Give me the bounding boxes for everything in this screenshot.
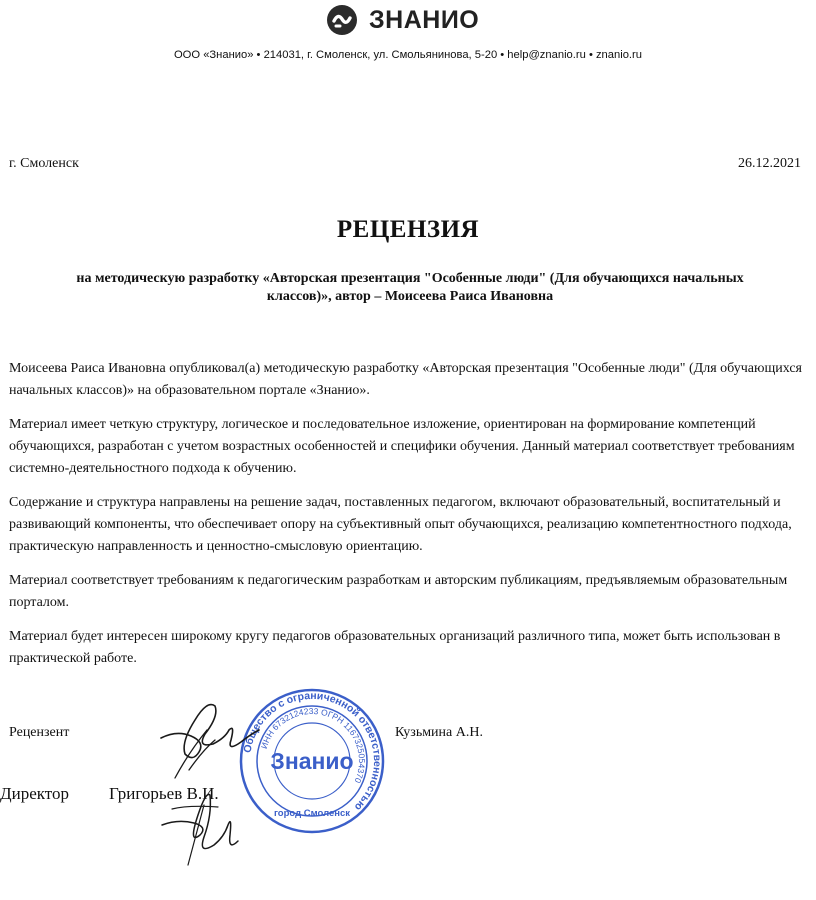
logo-text: ЗНАНИО — [369, 5, 480, 34]
director-label: Директор — [0, 784, 69, 803]
stamp-center-text: Знанио — [270, 748, 354, 774]
contact-line: ООО «Знанио» • 214031, г. Смоленск, ул. Смольянинова, 5-20 • help@znanio.ru • znanio.ru — [173, 49, 642, 61]
body-paragraph: Содержание и структура направлены на решение задач, поставленных педагогом, включают образовательный, воспитательный и развивающий компоненты, что обеспечивает опору на субъективный опыт обучающихся, реализацию компетентностного подхода, практическую направленность и ценностно-смысловую ориентацию. — [9, 495, 792, 554]
body-paragraph: Материал соответствует требованиям к педагогическим разработкам и авторским публикациям, предъявляемым образовательным порталом. — [9, 573, 788, 610]
director-signature — [158, 775, 243, 870]
body-paragraph: Материал будет интересен широкому кругу педагогов образовательных организаций различного типа, может быть использован в практической работе. — [9, 629, 781, 666]
reviewer-name: Кузьмина А.Н. — [395, 725, 483, 740]
document-subtitle: на методическую разработку «Авторская презентация "Особенные люди" (Для обучающихся начальных классов)», автор – Моисеева Раиса Ивановна — [76, 271, 744, 304]
city: г. Смоленск — [9, 156, 79, 171]
body-paragraph: Материал имеет четкую структуру, логическое и последовательное изложение, ориентирован на формирование компетенций обучающихся, разработан с учетом возрастных особенностей и специфики обучения. Данный материал соответствует требованиям системно-деятельностного подхода к обучению. — [9, 417, 795, 476]
znanio-logo — [326, 4, 479, 36]
director-name: Григорьев В.И. — [109, 784, 219, 803]
document-body — [9, 358, 809, 682]
reviewer-signature — [155, 690, 265, 785]
document-date: 26.12.2021 — [738, 156, 801, 171]
document-title: РЕЦЕНЗИЯ — [336, 216, 480, 243]
stamp-ring-text: Общество с ограниченной ответственностью — [241, 689, 384, 813]
reviewer-label: Рецензент — [9, 725, 70, 740]
stamp-inner-ring-text: ИНН 6732124233 ОГРН 1167325054370 — [258, 705, 368, 785]
znanio-logo-icon — [326, 4, 364, 36]
stamp-bottom-text: город Смоленск — [273, 808, 351, 819]
body-paragraph: Моисеева Раиса Ивановна опубликовал(а) методическую разработку «Авторская презентация "Особенные люди" (Для обучающихся начальных классов)» на образовательном портале «Знанио». — [9, 361, 802, 398]
